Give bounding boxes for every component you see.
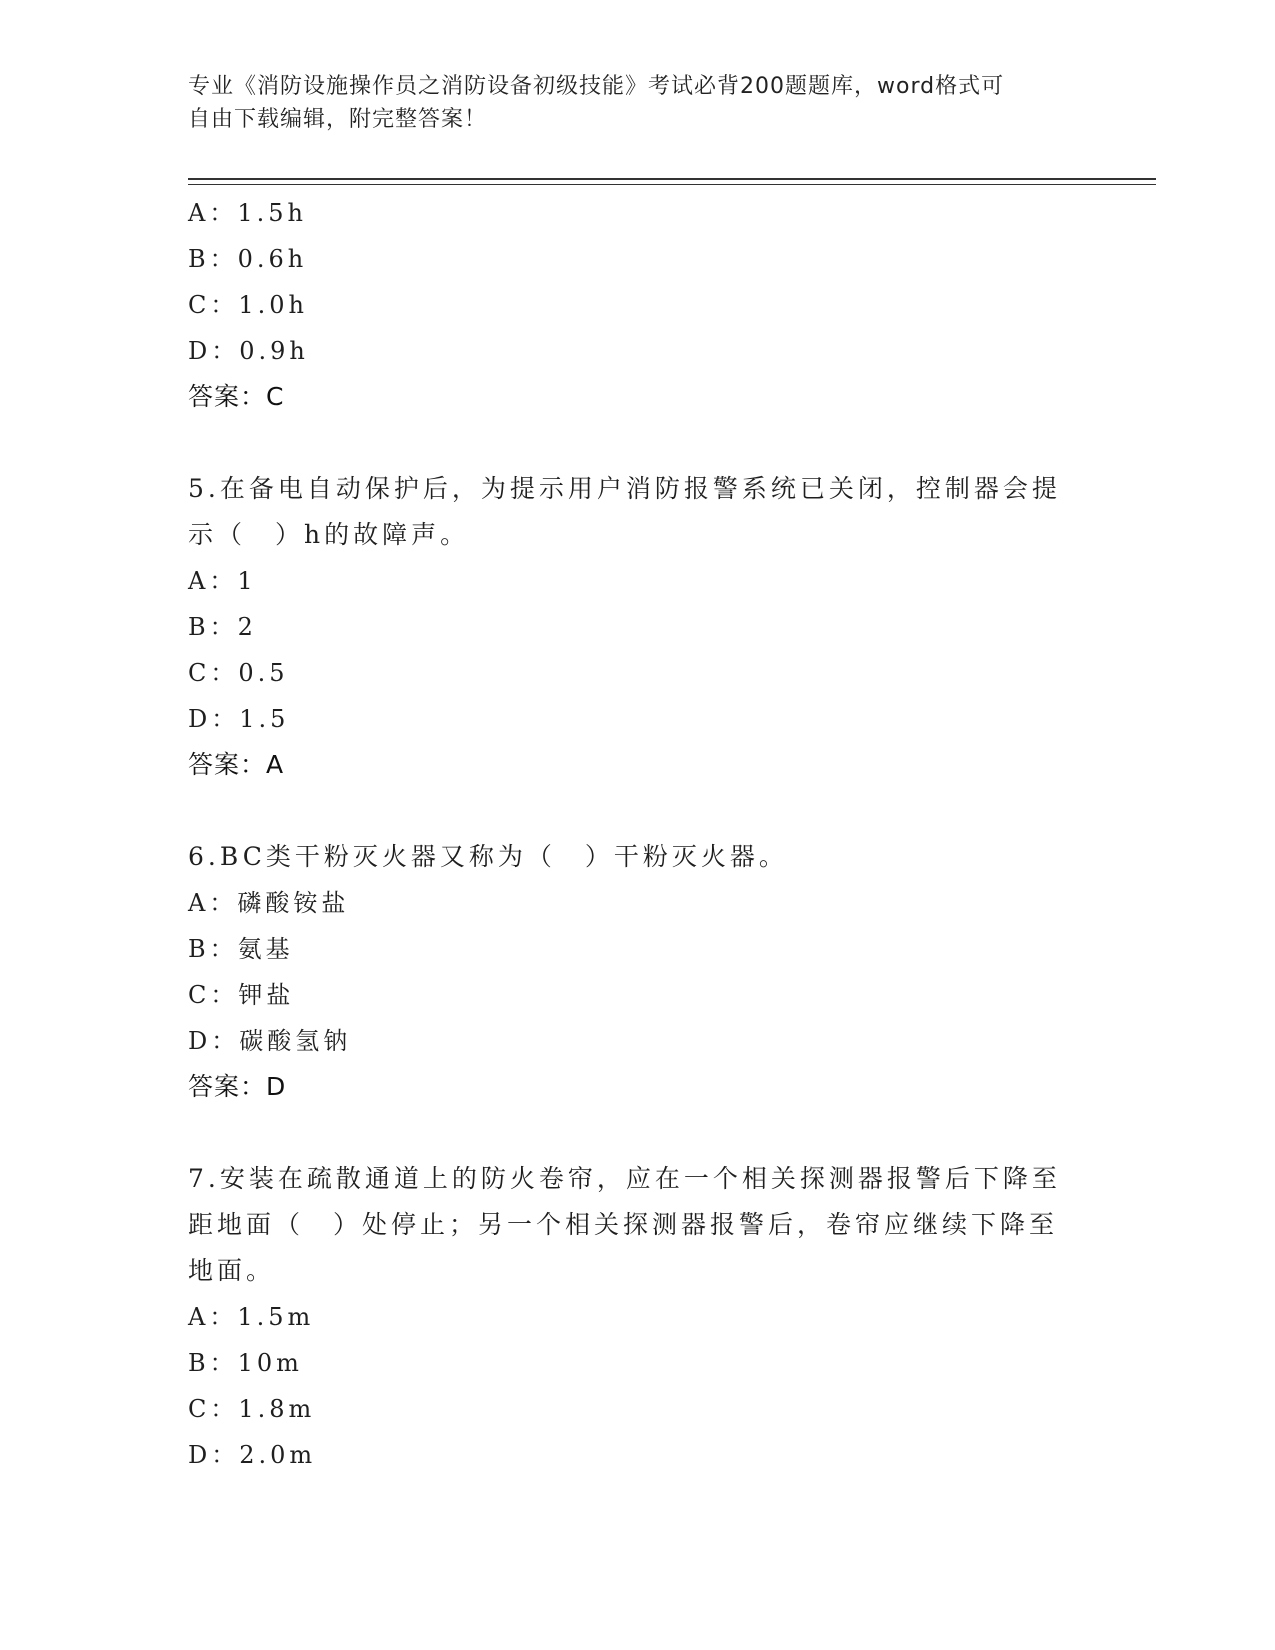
stem-line-2: 示（ ）h的故障声。 [188, 520, 470, 549]
answer-line: 答案：C [188, 382, 285, 411]
option-c: C：0.5 [188, 659, 289, 687]
question-stem [188, 466, 1068, 558]
option-b: B：2 [188, 613, 257, 641]
option-d: D：0.9h [188, 337, 309, 365]
option-d: D：1.5 [188, 705, 290, 733]
option-a: A：磷酸铵盐 [188, 889, 350, 917]
question-list [188, 190, 1068, 1478]
header-line-1: 专业《消防设施操作员之消防设备初级技能》考试必背200题题库，word格式可 [188, 74, 1005, 99]
option-c: C：1.0h [188, 291, 308, 319]
stem-line-1: 5.在备电自动保护后，为提示用户消防报警系统已关闭，控制器会提 [188, 474, 1061, 503]
question-6 [188, 834, 1068, 1110]
option-d: D：2.0m [188, 1441, 317, 1469]
option-b: B：0.6h [188, 245, 308, 273]
option-a: A：1.5m [188, 1303, 315, 1331]
header-line-2: 自由下载编辑，附完整答案！ [188, 107, 488, 132]
spacer [188, 1110, 1068, 1156]
question-4 [188, 190, 1068, 420]
question-7 [188, 1156, 1068, 1478]
stem-line-1: 6.BC类干粉灭火器又称为（ ）干粉灭火器。 [188, 842, 788, 871]
stem-line-1: 7.安装在疏散通道上的防火卷帘，应在一个相关探测器报警后下降至 [188, 1164, 1061, 1193]
answer-line: 答案：A [188, 750, 285, 779]
question-stem [188, 1156, 1068, 1294]
question-stem [188, 834, 1068, 880]
option-a: A：1.5h [188, 199, 307, 227]
question-5 [188, 466, 1068, 788]
option-b: B：10m [188, 1349, 303, 1377]
option-d: D：碳酸氢钠 [188, 1027, 352, 1055]
stem-line-2: 距地面（ ）处停止；另一个相关探测器报警后，卷帘应继续下降至 [188, 1210, 1059, 1239]
spacer [188, 420, 1068, 466]
spacer [188, 788, 1068, 834]
document-header [188, 70, 1068, 136]
header-rule-bottom [188, 184, 1156, 185]
option-a: A：1 [188, 567, 257, 595]
option-b: B：氨基 [188, 935, 294, 963]
option-c: C：钾盐 [188, 981, 295, 1009]
header-rule-top [188, 178, 1156, 180]
stem-line-3: 地面。 [188, 1256, 276, 1285]
answer-line: 答案：D [188, 1072, 287, 1101]
option-c: C：1.8m [188, 1395, 316, 1423]
